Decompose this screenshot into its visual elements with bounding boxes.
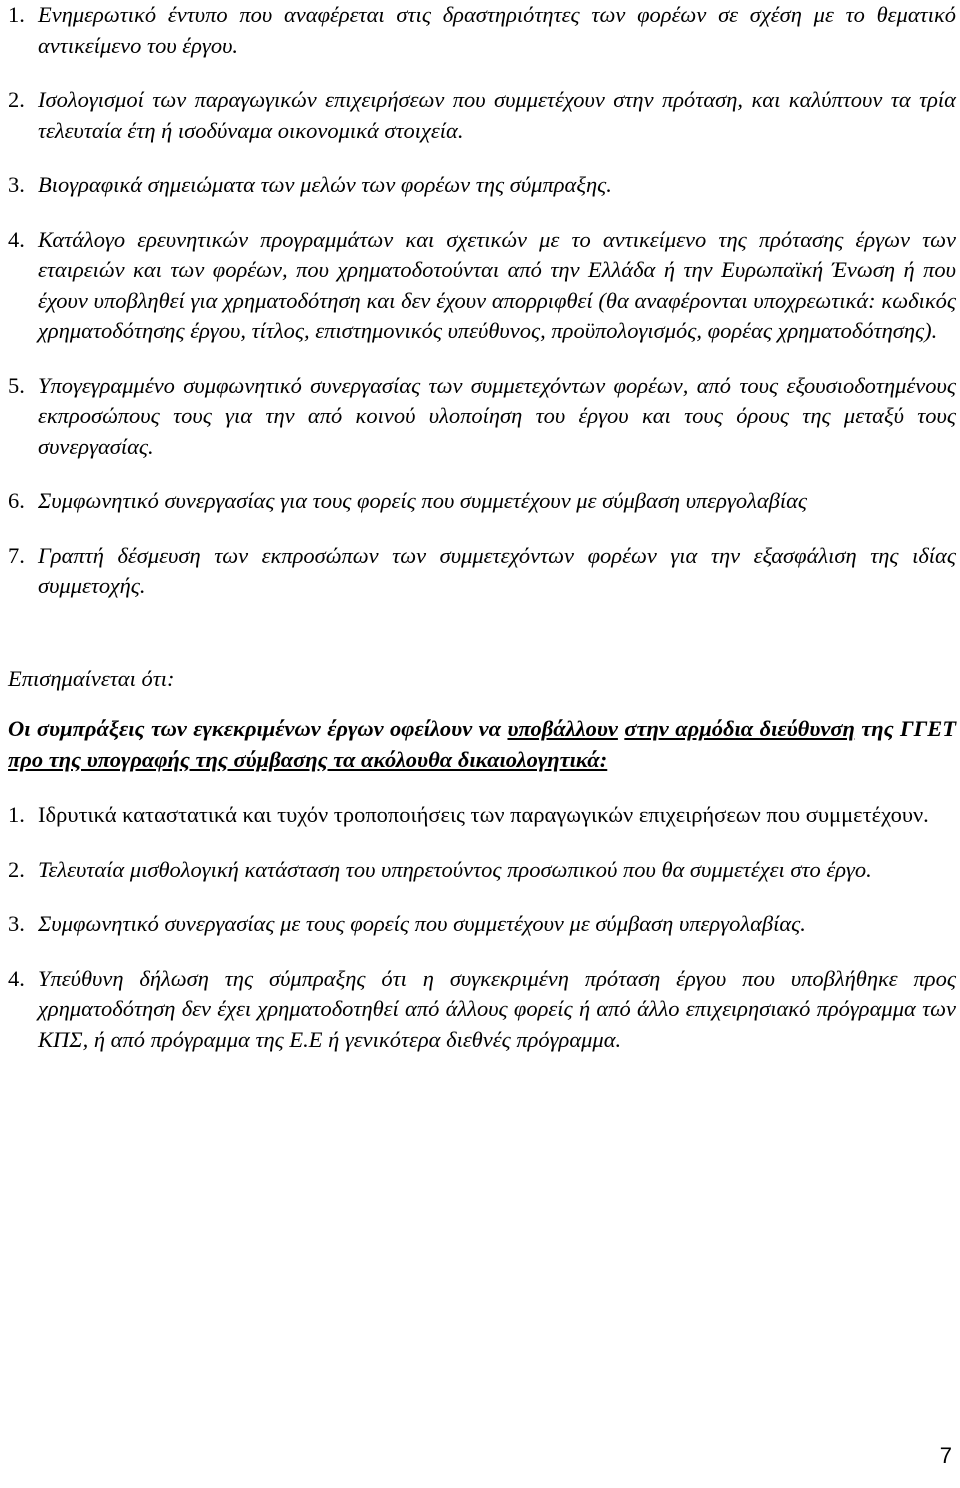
list-item-text: Ισολογισμοί των παραγωγικών επιχειρήσεων που συμμετέχουν στην πρόταση, και καλύπτουν τα τρία τελευταία έτη ή ισοδύναμα οικονομικά στοιχεία. (38, 87, 956, 143)
list-item-number: 7. (8, 542, 25, 568)
list-item-number: 2. (8, 856, 25, 882)
list-item-number: 6. (8, 488, 25, 513)
list-item (8, 85, 956, 146)
list-item-number: 5. (8, 372, 25, 398)
list-item-number: 4. (8, 226, 25, 252)
list-item (8, 800, 956, 831)
list-item (8, 855, 956, 886)
pre-contract-documents-list (8, 800, 956, 1079)
list-item-text: Συμφωνητικό συνεργασίας με τους φορείς που συμμετέχουν με σύμβαση υπεργολαβίας. (38, 911, 806, 936)
page-number: 7 (939, 1443, 952, 1468)
notice-text-underlined: στην αρμόδια διεύθυνση (624, 716, 855, 741)
list-item (8, 909, 956, 940)
list-item (8, 0, 956, 61)
notice-text-underlined: προ της υπογραφής της σύμβασης τα ακόλουθα δικαιολογητικά: (8, 747, 608, 772)
list-item-number: 1. (8, 2, 25, 27)
list-item-number: 3. (8, 911, 25, 936)
list-item (8, 371, 956, 463)
submission-notice (8, 713, 956, 775)
note-label: Επισημαίνεται ότι: (8, 666, 175, 691)
list-item-text: Συμφωνητικό συνεργασίας για τους φορείς που συμμετέχουν με σύμβαση υπεργολαβίας (38, 488, 808, 513)
list-item-text: Τελευταία μισθολογική κατάσταση του υπηρετούντος προσωπικού που θα συμμετέχει στο έργο. (38, 856, 872, 882)
list-item-text: Βιογραφικά σημειώματα των μελών των φορέων της σύμπραξης. (38, 172, 612, 197)
list-item (8, 541, 956, 602)
notice-text-underlined: υποβάλλουν (507, 716, 618, 741)
notice-text: της ΓΓΕΤ (854, 716, 956, 741)
list-item (8, 486, 956, 517)
list-item-text: Υπογεγραμμένο συμφωνητικό συνεργασίας των συμμετεχόντων φορέων, από τους εξουσιοδοτημένους εκπροσώπους τους για την από κοινού υλοποίηση του έργου και τους όρους της μεταξύ τους συνεργασίας. (38, 372, 956, 459)
list-item (8, 964, 956, 1056)
list-item-text: Γραπτή δέσμευση των εκπροσώπων των συμμετεχόντων φορέων για την εξασφάλιση της ιδίας συμμετοχής. (38, 542, 956, 598)
required-documents-list (8, 0, 956, 626)
notice-text: Οι συμπράξεις των εγκεκριμένων έργων οφείλουν να (8, 716, 508, 741)
list-item-text: Υπεύθυνη δήλωση της σύμπραξης ότι η συγκεκριμένη πρόταση έργου που υποβλήθηκε προς χρηματοδότηση δεν έχει χρηματοδοτηθεί από άλλους φορείς ή από άλλο επιχειρησιακό πρόγραμμα των ΚΠΣ, ή από πρόγραμμα της Ε.Ε ή γενικότερα διεθνές πρόγραμμα. (38, 965, 956, 1052)
list-item-number: 3. (8, 172, 25, 197)
list-item-number: 1. (8, 802, 25, 827)
list-item-number: 4. (8, 965, 25, 991)
list-item (8, 170, 956, 201)
list-item-text: Ενημερωτικό έντυπο που αναφέρεται στις δραστηριότητες των φορέων σε σχέση με το θεματικό αντικείμενο του έργου. (38, 2, 956, 58)
list-item-text: Κατάλογο ερευνητικών προγραμμάτων και σχετικών με το αντικείμενο της πρότασης έργων των εταιρειών και των φορέων, που χρηματοδοτούνται από την Ελλάδα ή την Ευρωπαϊκή Ένωση ή που έχουν υποβληθεί για χρηματοδότηση και δεν έχουν απορριφθεί (θα αναφέρονται υποχρεωτικά: κωδικός χρηματοδότησης έργου, τίτλος, επιστημονικός υπεύθυνος, προϋπολογισμός, φορέας χρηματοδότησης). (38, 226, 956, 343)
list-item (8, 225, 956, 347)
list-item-text: Ιδρυτικά καταστατικά και τυχόν τροποποιήσεις των παραγωγικών επιχειρήσεων που συμμετέχουν. (38, 802, 929, 827)
list-item-number: 2. (8, 87, 25, 112)
